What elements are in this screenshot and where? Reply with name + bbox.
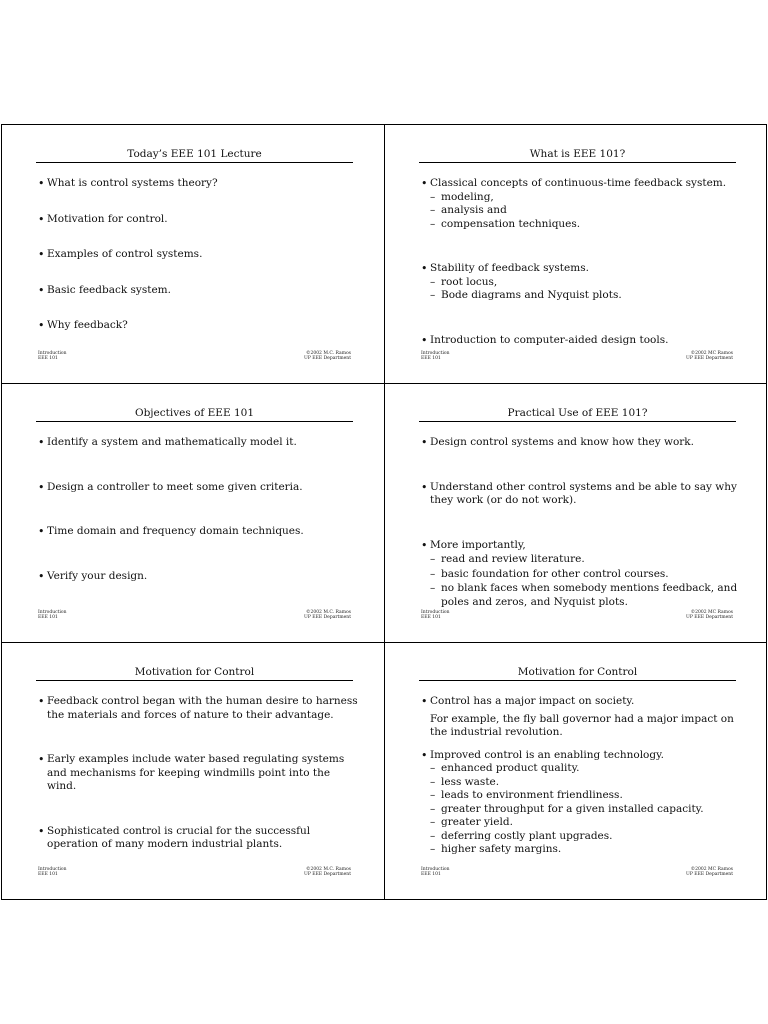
footer-right bbox=[686, 867, 733, 877]
footer-line: EEE 101 bbox=[38, 872, 58, 877]
bullet-item: • Feedback control began with the human desire to harness the materials and forces of nature to their advantage. bbox=[38, 695, 362, 722]
slide-1 bbox=[2, 125, 385, 384]
footer-line: UP EEE Department bbox=[304, 356, 351, 361]
slide-5 bbox=[2, 643, 385, 899]
footer-line: UP EEE Department bbox=[304, 615, 351, 620]
slide-title: Motivation for Control bbox=[419, 666, 736, 681]
sub-item: – root locus, bbox=[421, 276, 744, 290]
sub-item: – no blank faces when somebody mentions feedback, and poles and zeros, and Nyquist plots. bbox=[421, 582, 744, 609]
slide-title: What is EEE 101? bbox=[419, 148, 736, 163]
bullet-item: • Why feedback? bbox=[38, 319, 362, 333]
bullet-item: • Examples of control systems. bbox=[38, 248, 362, 262]
slide-body bbox=[421, 177, 744, 347]
footer-right bbox=[304, 867, 351, 877]
bullet-item: • Understand other control systems and be able to say why they work (or do not work). bbox=[421, 481, 744, 508]
sub-item: – higher safety margins. bbox=[421, 843, 744, 857]
footer-line: ©2002 M.C. Ramos bbox=[305, 867, 351, 872]
footer-left bbox=[38, 351, 67, 361]
bullet-item: • What is control systems theory? bbox=[38, 177, 362, 191]
sub-item: – compensation techniques. bbox=[421, 218, 744, 232]
slide-body bbox=[38, 695, 362, 852]
slide-4 bbox=[385, 384, 766, 643]
sub-item: – basic foundation for other control courses. bbox=[421, 568, 744, 582]
slide-body bbox=[421, 695, 744, 857]
slide-6 bbox=[385, 643, 766, 899]
bullet-item: • Basic feedback system. bbox=[38, 284, 362, 298]
bullet-item: • Motivation for control. bbox=[38, 213, 362, 227]
footer-line: UP EEE Department bbox=[686, 872, 733, 877]
slide-body bbox=[38, 177, 362, 333]
footer-left bbox=[38, 867, 67, 877]
footer-line: UP EEE Department bbox=[686, 356, 733, 361]
bullet-item: • Classical concepts of continuous-time feedback system. bbox=[421, 177, 744, 191]
footer-left bbox=[421, 610, 450, 620]
bullet-item: • More importantly, bbox=[421, 539, 744, 553]
sub-item: – analysis and bbox=[421, 204, 744, 218]
footer-right bbox=[686, 610, 733, 620]
sub-item: – modeling, bbox=[421, 191, 744, 205]
footer-line: EEE 101 bbox=[421, 356, 441, 361]
footer-line: ©2002 M.C. Ramos bbox=[305, 351, 351, 356]
sub-item: – Bode diagrams and Nyquist plots. bbox=[421, 289, 744, 303]
sub-item: – read and review literature. bbox=[421, 553, 744, 567]
footer-line: EEE 101 bbox=[38, 356, 58, 361]
footer-line: Introduction bbox=[38, 610, 67, 615]
footer-line: Introduction bbox=[38, 867, 67, 872]
bullet-item: • Identify a system and mathematically model it. bbox=[38, 436, 362, 450]
footer-line: Introduction bbox=[421, 867, 450, 872]
footer-right bbox=[304, 351, 351, 361]
bullet-item: • Stability of feedback systems. bbox=[421, 262, 744, 276]
sub-item: – deferring costly plant upgrades. bbox=[421, 830, 744, 844]
slide-body bbox=[38, 436, 362, 583]
footer-left bbox=[421, 867, 450, 877]
bullet-item: • Design control systems and know how they work. bbox=[421, 436, 744, 450]
slide-3 bbox=[2, 384, 385, 643]
footer-left bbox=[38, 610, 67, 620]
sub-item: – greater throughput for a given installed capacity. bbox=[421, 803, 744, 817]
footer-line: Introduction bbox=[421, 351, 450, 356]
footer-line: EEE 101 bbox=[421, 615, 441, 620]
footer-line: EEE 101 bbox=[421, 872, 441, 877]
footer-line: Introduction bbox=[421, 610, 450, 615]
bullet-item: • Control has a major impact on society. bbox=[421, 695, 744, 709]
footer-line: ©2002 MC Ramos bbox=[690, 351, 733, 356]
slide-title: Objectives of EEE 101 bbox=[36, 407, 353, 422]
sub-item: – leads to environment friendliness. bbox=[421, 789, 744, 803]
footer-line: EEE 101 bbox=[38, 615, 58, 620]
slide-title: Practical Use of EEE 101? bbox=[419, 407, 736, 422]
footer-line: ©2002 MC Ramos bbox=[690, 610, 733, 615]
footer-right bbox=[686, 351, 733, 361]
footer-line: UP EEE Department bbox=[304, 872, 351, 877]
slide-title: Motivation for Control bbox=[36, 666, 353, 681]
slide-grid bbox=[1, 124, 767, 900]
bullet-item: • Sophisticated control is crucial for the successful operation of many modern industrial plants. bbox=[38, 825, 362, 852]
paragraph: For example, the fly ball governor had a major impact on the industrial revolution. bbox=[430, 712, 734, 738]
sub-item: – less waste. bbox=[421, 776, 744, 790]
sub-item: – greater yield. bbox=[421, 816, 744, 830]
bullet-item: • Verify your design. bbox=[38, 570, 362, 584]
footer-left bbox=[421, 351, 450, 361]
bullet-item: • Early examples include water based regulating systems and mechanisms for keeping windmills point into the wind. bbox=[38, 753, 362, 794]
footer-line: ©2002 MC Ramos bbox=[690, 867, 733, 872]
bullet-item: • Design a controller to meet some given criteria. bbox=[38, 481, 362, 495]
footer-line: UP EEE Department bbox=[686, 615, 733, 620]
bullet-item: • Introduction to computer-aided design tools. bbox=[421, 334, 744, 348]
footer-right bbox=[304, 610, 351, 620]
slide-2 bbox=[385, 125, 766, 384]
sub-item: – enhanced product quality. bbox=[421, 762, 744, 776]
footer-line: Introduction bbox=[38, 351, 67, 356]
bullet-item: • Improved control is an enabling technology. bbox=[421, 749, 744, 763]
slide-body bbox=[421, 436, 744, 609]
footer-line: ©2002 M.C. Ramos bbox=[305, 610, 351, 615]
slide-title: Today’s EEE 101 Lecture bbox=[36, 148, 353, 163]
bullet-item: • Time domain and frequency domain techniques. bbox=[38, 525, 362, 539]
